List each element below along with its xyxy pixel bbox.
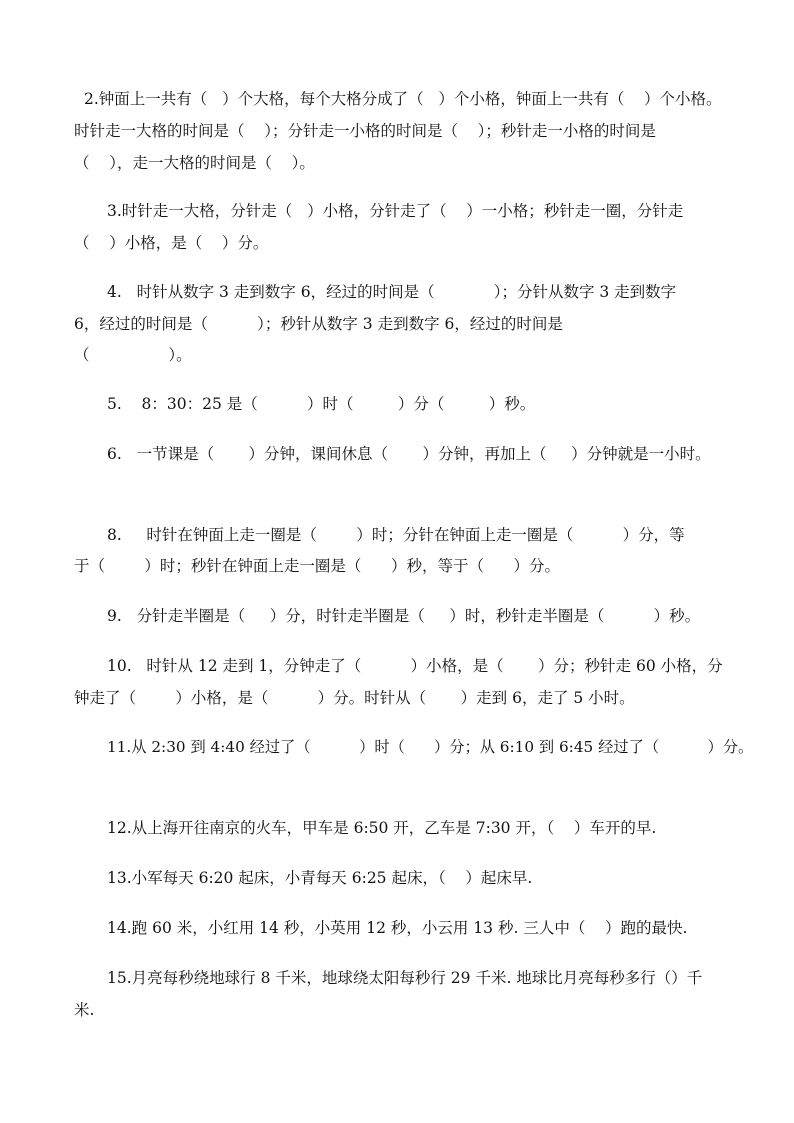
q6-line: 6. 一节课是（ ）分钟，课间休息（ ）分钟，再加上（ ）分钟就是一小时。: [107, 445, 711, 463]
q8-line-1: 8. 时针在钟面上走一圈是（ ）时；分针在钟面上走一圈是（ ）分，等: [107, 526, 685, 544]
q12-line: 12.从上海开往南京的火车，甲车是 6:50 开，乙车是 7:30 开，（ ）车开的早.: [107, 819, 657, 837]
q13-line: 13.小军每天 6:20 起床，小青每天 6:25 起床，（ ）起床早.: [107, 869, 533, 887]
q3-line-1: 3.时针走一大格，分针走（ ）小格，分针走了（ ）一小格；秒针走一圈，分针走: [107, 202, 684, 220]
q15-line-2: 米.: [74, 1001, 95, 1019]
q2-line-1: 2.钟面上一共有（ ）个大格，每个大格分成了（ ）个小格，钟面上一共有（ ）个小格。: [84, 90, 722, 108]
q4-line-1: 4. 时针从数字 3 走到数字 6，经过的时间是（ ）；分针从数字 3 走到数字: [107, 283, 677, 301]
q4-line-2: 6，经过的时间是（ ）；秒针从数字 3 走到数字 6，经过的时间是: [74, 315, 563, 333]
q9-line: 9. 分针走半圈是（ ）分，时针走半圈是（ ）时，秒针走半圈是（ ）秒。: [107, 607, 701, 625]
q4-line-3: （ ）。: [74, 346, 192, 364]
q5-line: 5. 8：30：25 是（ ）时（ ）分（ ）秒。: [107, 395, 536, 413]
q2-line-3: （ ），走一大格的时间是（ ）。: [74, 154, 315, 172]
q15-line-1: 15.月亮每秒绕地球行 8 千米，地球绕太阳每秒行 29 千米. 地球比月亮每秒多行（）千: [107, 969, 703, 987]
q10-line-1: 10. 时针从 12 走到 1，分钟走了（ ）小格，是（ ）分；秒针走 60 小格，分: [107, 657, 723, 675]
q11-line: 11.从 2:30 到 4:40 经过了（ ）时（ ）分；从 6:10 到 6:45 经过了（ ）分。: [107, 738, 754, 756]
q8-line-2: 于（ ）时；秒针在钟面上走一圈是（ ）秒，等于（ ）分。: [74, 557, 561, 575]
q10-line-2: 钟走了（ ）小格，是（ ）分。时针从（ ）走到 6，走了 5 小时。: [74, 689, 635, 707]
q3-line-2: （ ）小格，是（ ）分。: [74, 234, 269, 252]
q2-line-2: 时针走一大格的时间是（ ）；分针走一小格的时间是（ ）；秒针走一小格的时间是: [74, 122, 656, 140]
q14-line: 14.跑 60 米，小红用 14 秒，小英用 12 秒，小云用 13 秒. 三人中（ ）跑的最快.: [107, 919, 688, 937]
